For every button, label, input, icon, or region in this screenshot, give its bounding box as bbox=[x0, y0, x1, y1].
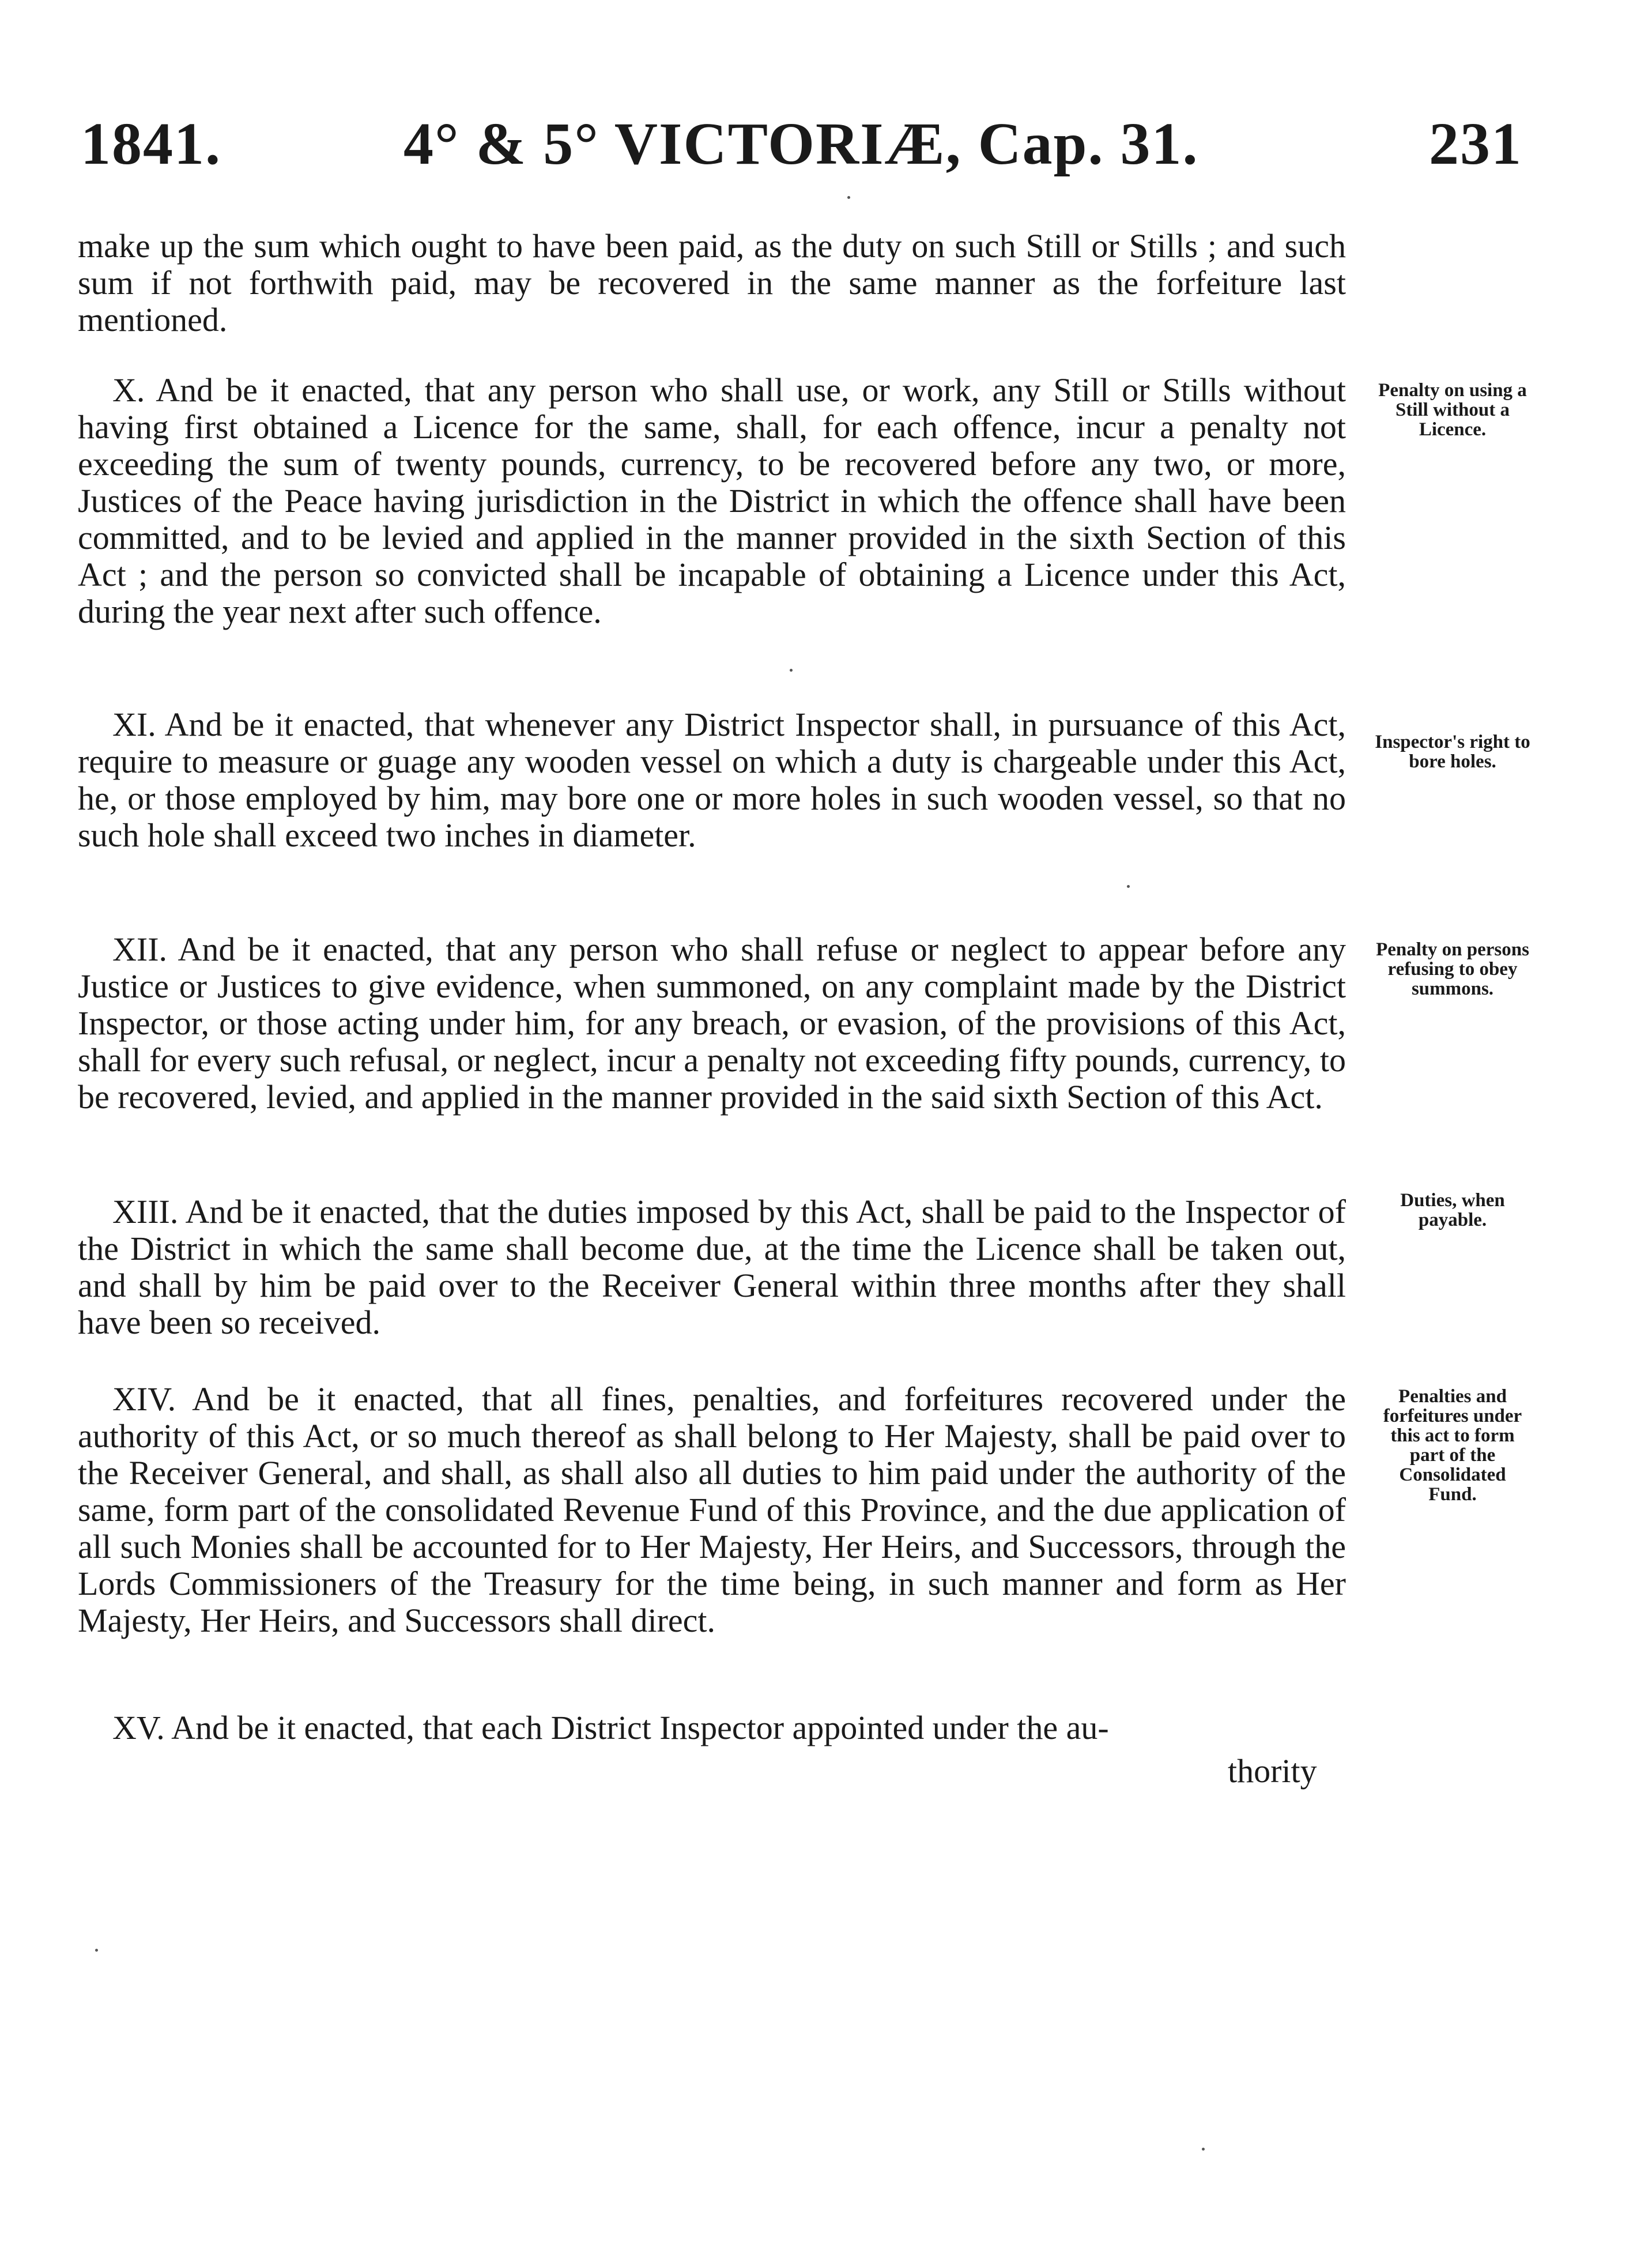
section-xiv-text: XIV. And be it enacted, that all fines, penalties, and forfeitures recovered under the authority of this Act, or so much thereof as shall belong to Her Majesty, shall be paid over to the Receiver General, and shall, as shall also all duties to him paid under the authority of the same, form part of the consolidated Revenue Fund of this Province, and the due application of all such Monies shall be accounted for to Her Majesty, Her Heirs, and Successors, through the Lords Commissioners of the Treasury for the time being, in such manner and form as Her Majesty, Her Heirs, and Successors shall direct. bbox=[78, 1380, 1346, 1639]
section-xi bbox=[78, 706, 1346, 854]
print-speck bbox=[1202, 2148, 1205, 2151]
print-speck bbox=[790, 669, 793, 672]
section-xii bbox=[78, 931, 1346, 1116]
section-xiii bbox=[78, 1193, 1346, 1341]
margin-note-xii: Penalty on persons refusing to obey summons. bbox=[1376, 939, 1529, 999]
print-speck bbox=[847, 196, 850, 199]
page-number: 231 bbox=[1429, 111, 1522, 177]
margin-note-xi: Inspector's right to bore holes. bbox=[1375, 732, 1530, 772]
section-xiii-text: XIII. And be it enacted, that the duties imposed by this Act, shall be paid to the Inspector of the District in which the same shall become due, at the time the Licence shall be taken out, and shall by him be paid over to the Receiver General within three months after they shall have been so received. bbox=[78, 1193, 1346, 1341]
catchword: thority bbox=[1228, 1752, 1317, 1790]
section-xii-text: XII. And be it enacted, that any person who shall refuse or neglect to appear before any Justice or Justices to give evidence, when summoned, on any complaint made by the District Inspector, or those acting under him, for any breach, or evasion, of the provisions of this Act, shall for every such refusal, or neglect, incur a penalty not exceeding fifty pounds, currency, to be recovered, levied, and applied in the manner provided in the said sixth Section of this Act. bbox=[78, 931, 1346, 1116]
section-xv bbox=[78, 1709, 1346, 1746]
header-year: 1841. bbox=[81, 111, 221, 177]
print-speck bbox=[1127, 885, 1130, 888]
section-xiv bbox=[78, 1381, 1346, 1639]
margin-note-x: Penalty on using a Still without a Licence. bbox=[1378, 380, 1527, 440]
running-header bbox=[0, 107, 1652, 193]
paragraph-continuation bbox=[78, 228, 1346, 338]
section-xv-text: XV. And be it enacted, that each District Inspector appointed under the au- bbox=[112, 1709, 1109, 1746]
margin-note-xiii: Duties, when payable. bbox=[1400, 1190, 1505, 1230]
margin-note-xiv: Penalties and forfeitures under this act to form part of the Consolidated Fund. bbox=[1383, 1386, 1522, 1505]
header-title: 4° & 5° VICTORIÆ, Cap. 31. bbox=[403, 111, 1199, 177]
print-speck bbox=[95, 1949, 98, 1952]
section-x bbox=[78, 372, 1346, 630]
paragraph-text: make up the sum which ought to have been paid, as the duty on such Still or Stills ; and such sum if not forthwith paid, may be recovered in the same manner as the forfeiture last mentioned. bbox=[78, 227, 1346, 338]
section-xi-text: XI. And be it enacted, that whenever any District Inspector shall, in pursuance of this Act, require to measure or guage any wooden vessel on which a duty is chargeable under this Act, he, or those employed by him, may bore one or more holes in such wooden vessel, so that no such hole shall exceed two inches in diameter. bbox=[78, 706, 1346, 854]
section-x-text: X. And be it enacted, that any person who shall use, or work, any Still or Stills without having first obtained a Licence for the same, shall, for each offence, incur a penalty not exceeding the sum of twenty pounds, currency, to be recovered before any two, or more, Justices of the Peace having jurisdiction in the District in which the offence shall have been committed, and to be levied and applied in the manner provided in the sixth Section of this Act ; and the person so convicted shall be incapable of obtaining a Licence under this Act, during the year next after such offence. bbox=[78, 371, 1346, 630]
